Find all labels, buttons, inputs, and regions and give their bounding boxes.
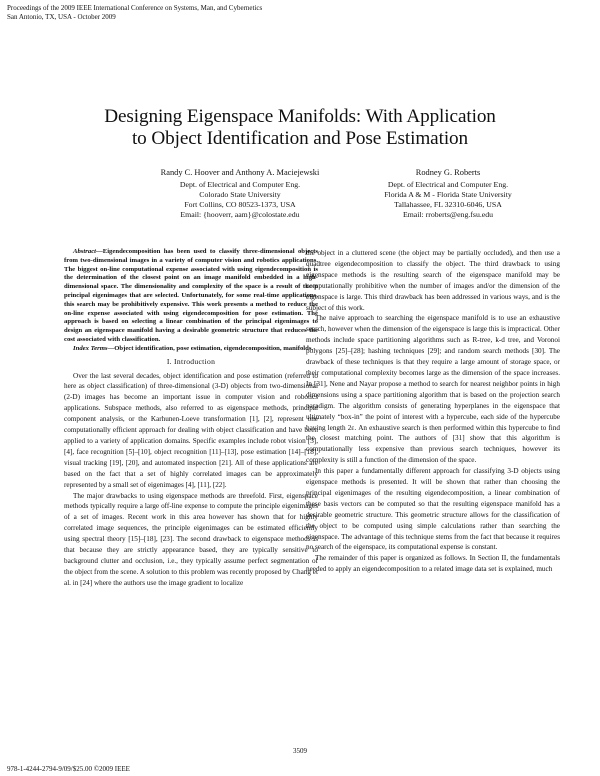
body-paragraph: Over the last several decades, object identification and pose estimation (referred to here as object classification) of three-dimensional (3-D) objects from two-dimensional (2-D) images has become an important issue in computer vision and robotics applications. Subspace methods, also referred to as eigenspace methods, principal component analysis, or the Karhunen-Loeve transformation [1], [2], represent one computationally efficient approach for dealing with object classification and have been applied to a variety of application domains. Specific examples include robot vision [3], [4], face recognition [5]–[10], object recognition [11]–[13], pose estimation [14]–[18], visual tracking [19], [20], and automated inspection [21]. All of these applications are based on the fact that a set of highly correlated images can be approximately represented by a small set of eigenimages [4], [11], [22]. [64,371,318,489]
page-number: 3509 [293,747,307,755]
isbn-footer: 978-1-4244-2794-9/09/$25.00 ©2009 IEEE [7,765,130,773]
proceedings-line-1: Proceedings of the 2009 IEEE International Conference on Systems, Man, and Cybernetics [7,4,263,12]
right-column [306,248,560,575]
author-block-left [110,168,370,220]
index-terms-label: Index Terms [73,344,108,352]
abstract-text: —Eigendecomposition has been used to classify three-dimensional objects from two-dimensional images in a variety of computer vision and robotics applications. The biggest on-line computational expense associated with using eigendecomposition is the determination of the closest point on an image manifold embedded in a high-dimensional space. The dimensionality and complexity of the space is a result of the p principal eigenimages that are selected. Unfortunately, for some real-time applications, this search may be prohibitively expensive. This work presents a method to reduce the on-line expense associated with using eigendecomposition for pose estimation. The approach is based on selecting a linear combination of the principal eigenimages to design an eigenspace manifold having a desirable geometric structure that reduces the cost associated with classification. [64,248,318,343]
proceedings-line-2: San Antonio, TX, USA - October 2009 [7,13,116,21]
author-address-right: Tallahassee, FL 32310-6046, USA [394,200,502,209]
title-line-1: Designing Eigenspace Manifolds: With Application [104,106,496,127]
body-paragraph: The remainder of this paper is organized as follows. In Section II, the fundamentals needed to apply an eigendecomposition to a related image data set is explained, much [306,554,560,574]
author-names-left: Randy C. Hoover and Anthony A. Maciejewski [160,168,320,177]
abstract [64,248,318,345]
body-paragraph: The major drawbacks to using eigenspace methods are threefold. First, eigenspace methods typically require a large off-line expense to compute the principle eigenimages of a set of images. Recent work in this area however has shown that for highly correlated image sequences, the principle eigenimages can be estimated efficiently using spectral theory [15]–[18], [23]. The second drawback to eigenspace methods is that because they are strictly appearance based, they are typically sensitive to background clutter and occlusion, i.e., they typically assume perfect segmentation of the object from the scene. A solution to this problem was recently proposed by Chang et al. in [24] where the authors use the image gradient to localize [64,491,318,587]
body-paragraph: the object in a cluttered scene (the object may be partially occluded), and then use a quadtree eigendecomposition to classify the object. The third drawback to using eigenspace methods is the resulting search of the eigenspace manifold may be computationally prohibitive when the number of images and/or the dimension of the eigenspace is large. This third drawback has been addressed in various ways, and is the subject of this work. [306,249,560,312]
author-university-left: Colorado State University [199,190,281,199]
abstract-label: Abstract [73,248,97,255]
title-line-2: to Object Identification and Pose Estimation [131,128,469,149]
author-dept-left: Dept. of Electrical and Computer Eng. [179,180,301,189]
author-names-right: Rodney G. Roberts [415,168,481,177]
left-column [64,248,318,589]
author-dept-right: Dept. of Electrical and Computer Eng. [387,180,509,189]
author-university-right: Florida A & M - Florida State University [384,190,512,199]
proceedings-header [7,4,262,22]
section-heading-introduction: I. Introduction [166,356,216,366]
author-email-right: Email: rroberts@eng.fsu.edu [402,210,494,219]
author-email-left: Email: {hooverr, aam}@colostate.edu [180,210,300,219]
body-paragraph: The naive approach to searching the eigenspace manifold is to use an exhaustive search, however when the dimension of the eigenspace is large this is impractical. Other methods include space partitioning algorithms such as R-tree, k-d tree, and Voronoi polygons [25]–[28]; hashing techniques [29]; and random search methods [30]. The drawback of these techniques is that they require a large amount of storage space, or their computational complexity becomes large as the dimension of the space increases. In [31], Nene and Nayar propose a method to search for nearest neighbor points in high dimensions using a space partitioning algorithm that is based on the projection search paradigm. The algorithm consists of generating hyperplanes in the eigenspace that ultimately “box-in” the point of interest with a hypercube, each side of the hypercube having length 2ε. An exhaustive search is then performed within this hypercube to find the closest matching point. The authors of [31] show that this algorithm is computationally less expensive than previous search techniques, however its complexity is still a function of the dimension of the space. [306,314,560,465]
index-terms [64,345,318,354]
author-block-right [348,168,548,220]
author-address-left: Fort Collins, CO 80523-1373, USA [184,200,296,209]
paper-title [0,106,600,150]
index-terms-text: —Object identification, pose estimation, eigendecomposition, manifolds. [107,344,314,352]
body-paragraph: In this paper a fundamentally different approach for classifying 3-D objects using eigenspace methods is presented. It will be shown that rather than choosing the principal eigenimages of the resulting eigendecomposition, a linear combination of these basis vectors can be computed so that the resulting eigenspace manifold has a desirable geometric structure. This geometric structure allows for the classification of the object to be computed using simple calculations rather than searching the eigenspace. The advantage of this technique stems from the fact that because it requires no search of the eigenspace, its computational expense is constant. [306,467,560,552]
